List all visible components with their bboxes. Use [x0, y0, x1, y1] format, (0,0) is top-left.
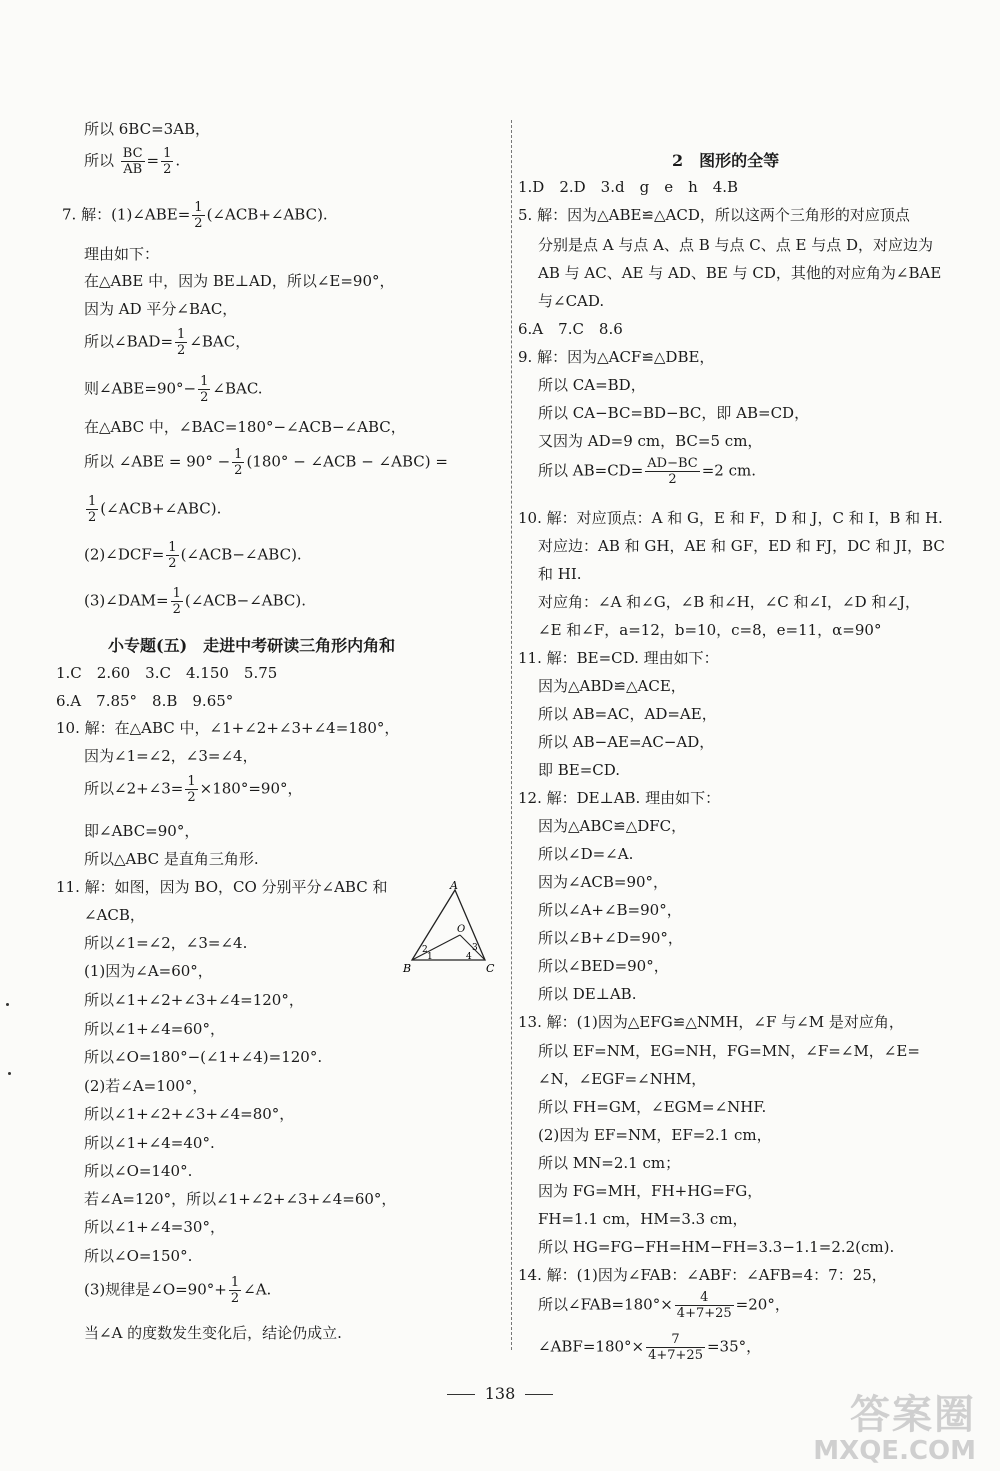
- label-o: O: [457, 924, 466, 935]
- text-line: 所以 AB=AC，AD=AE，: [538, 705, 717, 723]
- text-line: 所以∠1+∠2+∠3+∠4=120°，: [84, 991, 304, 1009]
- text-line: 13. 解：(1)因为△EFG≌△NMH，∠F 与∠M 是对应角，: [518, 1013, 904, 1031]
- text-line: 11. 解：如图，因为 BO，CO 分别平分∠ABC 和: [56, 878, 388, 896]
- text-line: AB 与 AC、AE 与 AD、BE 与 CD，其他的对应角为∠BAE: [538, 264, 942, 282]
- text-line: 当∠A 的度数发生变化后，结论仍成立.: [84, 1324, 342, 1342]
- fraction: $\frac{1}{2}$: [163, 146, 172, 177]
- fraction: $\frac{1}{2}$: [194, 200, 203, 231]
- text-line: 11. 解：BE=CD. 理由如下：: [518, 649, 719, 667]
- text-line: 所以△ABC 是直角三角形.: [84, 850, 259, 868]
- text-line: 7. 解：(1)∠ABE= $\frac{1}{2}$ (∠ACB+∠ABC).: [62, 200, 328, 231]
- page-number-dash: [525, 1394, 553, 1395]
- text-line: FH=1.1 cm，HM=3.3 cm，: [538, 1210, 748, 1228]
- angle-label-4: 4: [466, 952, 472, 962]
- text-line: 所以 CA−BC=BD−BC，即 AB=CD，: [538, 404, 810, 422]
- text-line: (1)因为∠A=60°，: [84, 962, 213, 980]
- text-line: 所以 DE⊥AB.: [538, 985, 637, 1003]
- label-b: B: [403, 962, 412, 975]
- text-line: 因为△ABC≌△DFC，: [538, 817, 687, 835]
- text-line: (2)若∠A=100°，: [84, 1077, 208, 1095]
- text-line: 对应角：∠A 和∠G，∠B 和∠H，∠C 和∠I，∠D 和∠J，: [538, 593, 920, 611]
- text-line: 若∠A=120°，所以∠1+∠2+∠3+∠4=60°，: [84, 1190, 397, 1208]
- text-line: 所以∠1+∠4=60°，: [84, 1020, 225, 1038]
- text-line: 14. 解：(1)因为∠FAB：∠ABF：∠AFB=4：7：25，: [518, 1266, 887, 1284]
- text-line: 与∠CAD.: [538, 292, 605, 310]
- fraction: $\frac{1}{2}$: [200, 374, 209, 405]
- angle-label-2: 2: [422, 945, 428, 955]
- text-line: 因为∠1=∠2，∠3=∠4，: [84, 747, 258, 765]
- text-line: 所以 CA=BD，: [538, 376, 646, 394]
- text-line: 即 BE=CD.: [538, 761, 621, 779]
- text-line: 理由如下：: [84, 245, 160, 263]
- watermark-logo-text: 答案圈: [850, 1392, 976, 1438]
- margin-dot: [8, 1072, 11, 1075]
- fraction: $\frac{1}{2}$: [168, 540, 177, 571]
- angle-label-1: 1: [427, 952, 433, 962]
- text-line: 所以∠D=∠A.: [538, 845, 634, 863]
- text-line: (2)因为 EF=NM，EF=2.1 cm，: [538, 1126, 772, 1144]
- text-line: (2)∠DCF= $\frac{1}{2}$ (∠ACB−∠ABC).: [84, 540, 302, 571]
- watermark-url: MXQE.COM: [813, 1436, 976, 1466]
- text-line: 所以 AB−AE=AC−AD，: [538, 733, 715, 751]
- text-line: 则∠ABE=90°− $\frac{1}{2}$ ∠BAC.: [84, 374, 263, 405]
- fraction: $\frac{BC}{AB}$: [122, 146, 143, 177]
- text-line: 在△ABE 中，因为 BE⊥AD，所以∠E=90°，: [84, 272, 395, 290]
- watermark: [796, 1383, 976, 1466]
- text-line: 所以∠1+∠4=30°，: [84, 1218, 225, 1236]
- text-line: 所以∠2+∠3= $\frac{1}{2}$ ×180°=90°，: [84, 774, 303, 805]
- text-line: 9. 解：因为△ACF≌△DBE，: [518, 348, 715, 366]
- label-a: A: [450, 880, 458, 892]
- fraction: $\frac{1}{2}$: [187, 774, 196, 805]
- text-line: 5. 解：因为△ABE≌△ACD，所以这两个三角形的对应顶点: [518, 206, 910, 224]
- text-line: 所以 FH=GM，∠EGM=∠NHF.: [538, 1098, 767, 1116]
- text-line: 所以 EF=NM，EG=NH，FG=MN，∠F=∠M，∠E=: [538, 1042, 920, 1060]
- text-line: 所以 $\frac{BC}{AB}$ = $\frac{1}{2}$ .: [84, 146, 181, 177]
- text-line: (3)规律是∠O=90°+ $\frac{1}{2}$ ∠A.: [84, 1275, 272, 1306]
- text-line: ∠ACB，: [84, 906, 145, 924]
- text-line: 所以 6BC=3AB，: [84, 120, 211, 138]
- text-line: 所以∠O=140°.: [84, 1162, 193, 1180]
- text-line: 分别是点 A 与点 A、点 B 与点 C、点 E 与点 D，对应边为: [538, 236, 934, 254]
- text-line: 所以∠FAB=180°× $\frac{4}{4+7+25}$ =20°，: [538, 1290, 790, 1321]
- section-heading: 小专题(五) 走进中考研读三角形内角和: [108, 636, 396, 655]
- text-line: 和 HI.: [538, 565, 582, 583]
- text-line: 所以∠1+∠2+∠3+∠4=80°，: [84, 1105, 295, 1123]
- answer-line: 1.C 2.60 3.C 4.150 5.75: [56, 664, 278, 682]
- fraction: $\frac{1}{2}$: [230, 1275, 240, 1306]
- fraction: $\frac{1}{2}$: [88, 494, 97, 525]
- answer-line: 6.A 7.C 8.6: [518, 320, 623, 338]
- text-line: 所以∠BED=90°，: [538, 957, 669, 975]
- text-line: 所以∠O=180°−(∠1+∠4)=120°.: [84, 1048, 323, 1066]
- fraction: $\frac{1}{2}$: [172, 586, 181, 617]
- text-line: 所以∠A+∠B=90°，: [538, 901, 682, 919]
- page-number: 138: [0, 1384, 1000, 1403]
- fraction: $\frac{1}{2}$: [234, 447, 243, 478]
- text-line: 因为 FG=MH，FH+HG=FG，: [538, 1182, 763, 1200]
- text-line: 在△ABC 中，∠BAC=180°−∠ACB−∠ABC，: [84, 418, 406, 436]
- text-line: 所以∠O=150°.: [84, 1247, 193, 1265]
- label-c: C: [486, 962, 495, 975]
- fraction: $\frac{AD-BC}{2}$: [647, 456, 698, 487]
- text-line: 因为∠ACB=90°，: [538, 873, 669, 891]
- text-line: (3)∠DAM= $\frac{1}{2}$ (∠ACB−∠ABC).: [84, 586, 307, 617]
- text-line: 所以∠1+∠4=40°.: [84, 1134, 215, 1152]
- text-line: 所以 AB=CD= $\frac{AD-BC}{2}$ =2 cm.: [538, 456, 756, 487]
- text-line: 10. 解：在△ABC 中，∠1+∠2+∠3+∠4=180°，: [56, 719, 400, 737]
- answer-line: 6.A 7.85° 8.B 9.65°: [56, 692, 234, 710]
- text-line: 10. 解：对应顶点：A 和 G，E 和 F，D 和 J，C 和 I，B 和 H.: [518, 509, 943, 527]
- text-line: 所以∠B+∠D=90°，: [538, 929, 683, 947]
- text-line: 所以 HG=FG−FH=HM−FH=3.3−1.1=2.2(cm).: [538, 1238, 895, 1256]
- text-line: ∠ABF=180°× $\frac{7}{4+7+25}$ =35°，: [538, 1332, 762, 1363]
- text-line: 因为 AD 平分∠BAC，: [84, 300, 238, 318]
- text-line: 即∠ABC=90°，: [84, 822, 200, 840]
- fraction: $\frac{1}{2}$: [177, 327, 186, 358]
- text-line: ∠N，∠EGF=∠NHM，: [538, 1070, 707, 1088]
- text-line: 所以 MN=2.1 cm；: [538, 1154, 681, 1172]
- text-line: 所以 ∠ABE = 90° − $\frac{1}{2}$ (180° − ∠ACB − ∠ABC) =: [84, 447, 448, 478]
- text-line: 因为△ABD≌△ACE，: [538, 677, 686, 695]
- text-line: 所以∠BAD= $\frac{1}{2}$ ∠BAC，: [84, 327, 251, 358]
- fraction: $\frac{4}{4+7+25}$: [676, 1290, 732, 1321]
- section-heading: 2 图形的全等: [672, 151, 780, 170]
- text-line: 又因为 AD=9 cm，BC=5 cm，: [538, 432, 763, 450]
- triangle-figure: [400, 880, 500, 975]
- margin-dot: [6, 1003, 9, 1006]
- fraction: $\frac{7}{4+7+25}$: [648, 1332, 703, 1363]
- text-line: ∠E 和∠F，a=12，b=10，c=8，e=11，α=90°: [538, 621, 882, 639]
- page-number-dash: [447, 1394, 475, 1395]
- text-line: $\frac{1}{2}$ (∠ACB+∠ABC).: [88, 494, 222, 525]
- column-divider: [511, 120, 512, 1350]
- answer-line: 1.D 2.D 3.d g e h 4.B: [518, 178, 739, 196]
- text-line: 所以∠1=∠2，∠3=∠4.: [84, 934, 248, 952]
- angle-label-3: 3: [472, 943, 478, 953]
- text-line: 12. 解：DE⊥AB. 理由如下：: [518, 789, 721, 807]
- text-line: 对应边：AB 和 GH，AE 和 GF，ED 和 FJ，DC 和 JI，BC: [538, 537, 945, 555]
